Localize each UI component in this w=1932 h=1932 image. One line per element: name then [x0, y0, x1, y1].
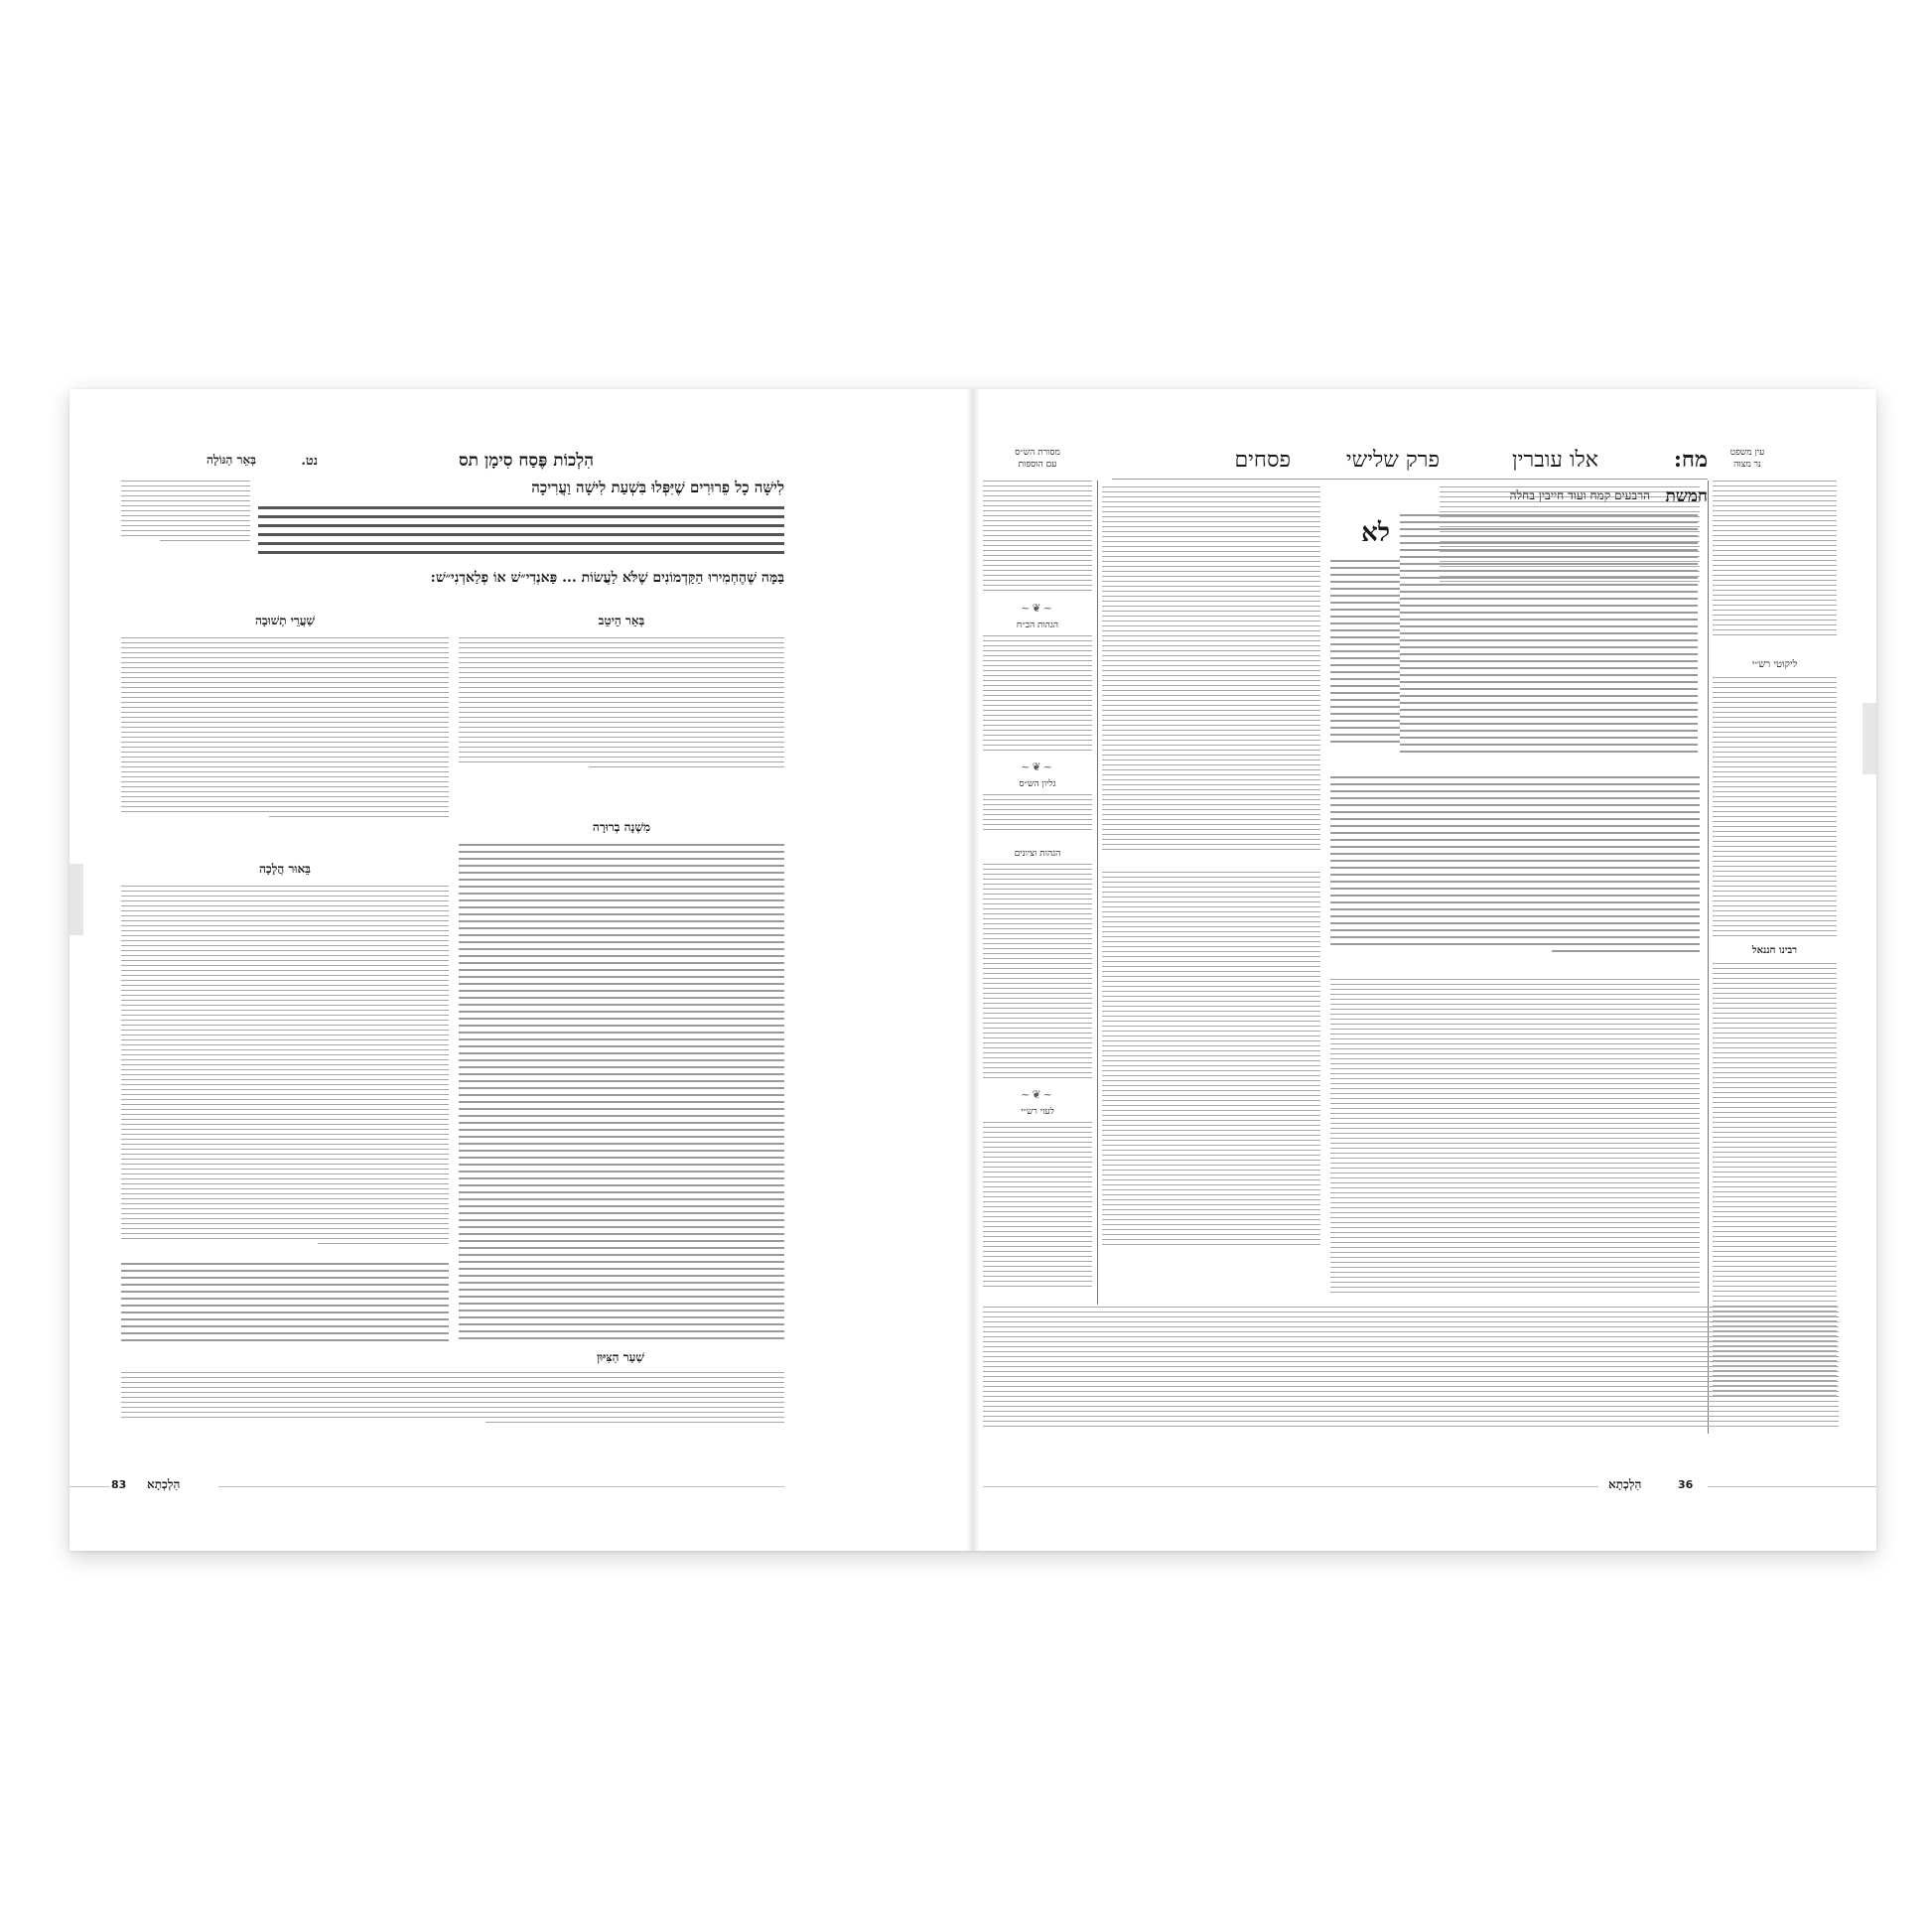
shaar-hatziyun-section: [121, 1350, 784, 1436]
hagahot-habach-title: הגהות הב״ח: [1016, 621, 1059, 630]
mishna-berura-continuation: [121, 1263, 449, 1346]
page-header-title: הִלְכוֹת פֶּסַח סִימָן תס: [458, 451, 595, 471]
hagahot-habach-column: [983, 620, 1092, 759]
book-gutter: [966, 389, 980, 1551]
perek-label: פרק שלישי: [1345, 448, 1440, 473]
page-header-folio-mark: נט.: [301, 454, 318, 469]
gemara-opening-word: חמשת: [1665, 486, 1708, 506]
tractate-name: פסחים: [1234, 448, 1291, 473]
main-text-opening: לִישָּׁה כָל פֵרוּרִים שֶׁיִּפְּלוּ בִּשְׁעַת לִישָׁה וַעֲרִיכָה: [531, 479, 784, 496]
footer-rule-outer: [1708, 1486, 1876, 1487]
inner-column-divider: [1097, 481, 1098, 1305]
footer-page-number: 36: [1678, 1478, 1694, 1491]
gilyon-hashas-column: [983, 778, 1092, 838]
beer-hagolah-column: [121, 477, 250, 596]
gilyon-hashas-title: גליון הש״ס: [1019, 779, 1056, 789]
book-spread: [69, 389, 1876, 1551]
ornament-divider-2: ~❦~: [1021, 760, 1054, 773]
ein-mishpat-header: עין משפט נר מצוה: [1729, 448, 1765, 470]
gemara-opening: [1330, 486, 1708, 506]
tosafot-lower-block: [1102, 872, 1320, 1299]
footer-rule-inner: [218, 1486, 784, 1487]
main-text-body: [258, 506, 784, 566]
gemara-second-word: לא: [1361, 518, 1390, 548]
daf-number: מח:: [1673, 447, 1708, 473]
laazei-rashi-title: לעזי רש״י: [1021, 1107, 1054, 1117]
page-header-side-label: בְּאֵר הַגּוֹלָה: [206, 453, 256, 467]
section-title-shaarei-teshuva: שַׁעֲרֵי תְשׁוּבָה: [254, 614, 316, 627]
ornament-divider-1: ~❦~: [1021, 602, 1054, 615]
masoret-hashas-header: מסורת הש״ס עם הוספות: [1015, 448, 1060, 470]
right-edge-tab: [1863, 703, 1876, 774]
likutei-rashi-title: ליקוטי רש״י: [1751, 659, 1798, 670]
footer-rule-outer: [69, 1486, 109, 1487]
gemara-lower-block: [1330, 776, 1700, 975]
footer-rule-inner: [983, 1486, 1598, 1487]
hagahot-tziyunim-column: [983, 848, 1092, 1086]
hagahot-tziyunim-title: הגהות וציונים: [1014, 849, 1061, 859]
masoret-hashas-column: [983, 481, 1092, 600]
gemara-opening-text: הרבעים קמח ועוד חייבין בחלה: [1509, 488, 1650, 502]
section-title-mishna-berura: מִשְׁנָה בְרוּרָה: [592, 820, 651, 834]
shaarei-teshuva-section: [121, 614, 449, 852]
mishna-berura-section: [459, 820, 784, 1346]
footer-book-title: הִלְכְתָא: [1608, 1477, 1642, 1491]
ein-mishpat-column: [1713, 481, 1837, 649]
beer-heitev-section: [459, 614, 784, 812]
biur-halacha-section: [121, 862, 449, 1254]
bottom-commentary-band: [983, 1307, 1839, 1434]
footer-book-title: הִלְכְתָא: [147, 1477, 181, 1491]
outer-column-divider: [1708, 481, 1709, 1434]
section-title-shaar-hatziyun: שַׁעַר הַצִּיּוּן: [597, 1350, 644, 1364]
left-page: [69, 389, 973, 1551]
tosafot-block: [1102, 486, 1320, 864]
gemara-block-left: [1330, 560, 1400, 768]
ornament-divider-3: ~❦~: [1021, 1088, 1054, 1101]
right-page: [973, 389, 1876, 1551]
footer-page-number: 83: [111, 1478, 127, 1491]
talmud-running-head: [1112, 445, 1708, 480]
section-title-biur-halacha: בֵּאוּר הֲלָכָה: [259, 862, 311, 876]
chapter-name: אלו עוברין: [1512, 448, 1598, 473]
section-title-beer-heitev: בְּאֵר הֵיטֵב: [598, 614, 645, 627]
left-edge-tab: [69, 864, 83, 935]
main-text-closing: בַּמָּה שֶׁהֶחְמִירוּ הַקַּדְמוֹנִים שֶׁלֹּא לַעֲשׂוֹת ... פַּאנְדִי״שׁ אוֹ פְלַאדְנִי״שׁ:: [430, 570, 784, 586]
rabbeinu-chananel-title: רבינו חננאל: [1751, 945, 1798, 956]
laazei-rashi-column: [983, 1106, 1092, 1295]
gemara-block: [1400, 510, 1698, 768]
rashi-lower-block: [1330, 979, 1700, 1297]
likutei-rashi-column: [1713, 659, 1837, 937]
